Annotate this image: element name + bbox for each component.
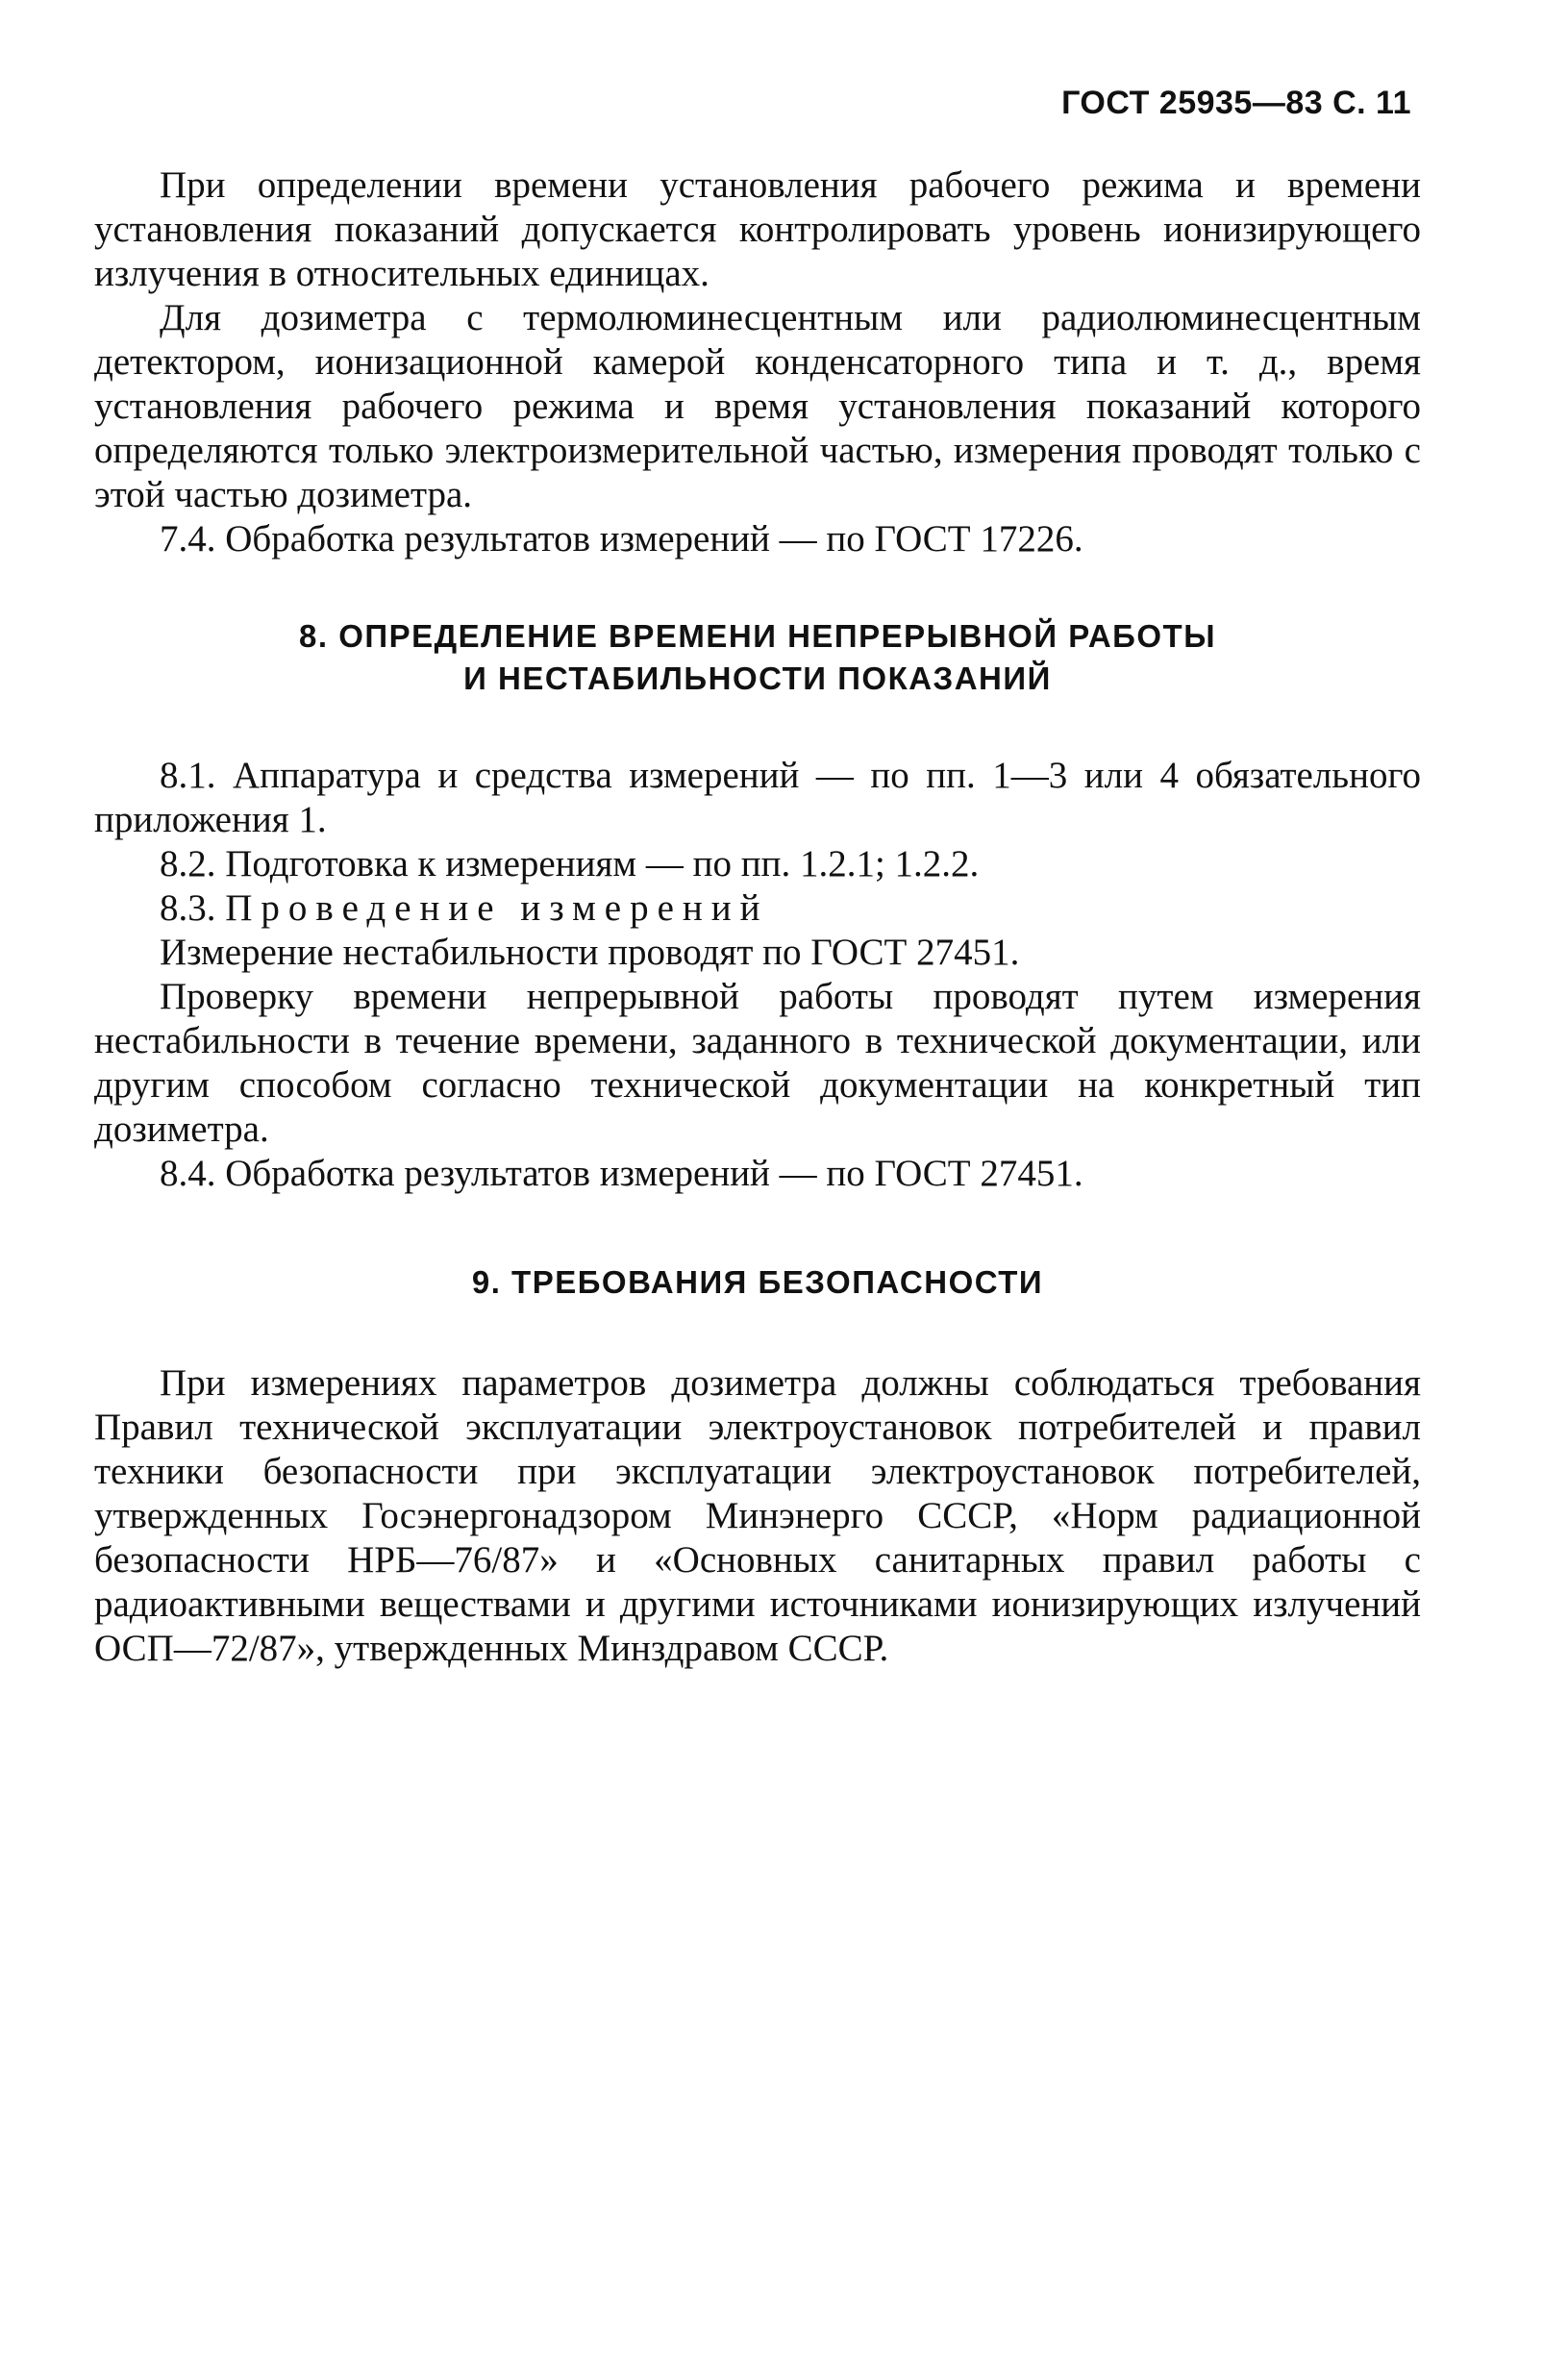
- paragraph-8-3-instability: Измерение нестабильности проводят по ГОСТ 27451.: [160, 932, 1020, 973]
- page-body: [94, 163, 1421, 1671]
- paragraph-9-safety: При измерениях параметров дозиметра должны соблюдаться требования Правил технической эксплуатации электроустановок потребителей и правил техники безопасности при эксплуатации электроустановок потребителей, утвержденных Госэнергонадзором Минэнерго СССР, «Норм радиационной безопасности НРБ—76/87» и «Основных санитарных правил работы с радиоактивными веществами и другими источниками ионизирующих излучений ОСП—72/87», утвержденных Минздравом СССР.: [94, 1362, 1421, 1669]
- paragraph-8-1: 8.1. Аппаратура и средства измерений — по пп. 1—3 или 4 обязательного приложения 1.: [94, 755, 1421, 840]
- paragraph-7-3-detector: Для дозиметра с термолюминесцентным или радиолюминесцентным детектором, ионизационной камерой конденсаторного типа и т. д., время установления рабочего режима и время установления показаний которого определяются только электроизмерительной частью, измерения проводят только с этой частью дозиметра.: [94, 297, 1421, 515]
- paragraph-7-4: 7.4. Обработка результатов измерений — по ГОСТ 17226.: [160, 518, 1083, 560]
- paragraph-7-3-note: При определении времени установления рабочего режима и времени установления показаний допускается контролировать уровень ионизирующего излучения в относительных единицах.: [94, 164, 1421, 294]
- paragraph-8-4: 8.4. Обработка результатов измерений — по ГОСТ 27451.: [160, 1153, 1083, 1194]
- paragraph-8-3-number: 8.3.: [160, 887, 216, 929]
- section-8-heading-line2: И НЕСТАБИЛЬНОСТИ ПОКАЗАНИЙ: [463, 660, 1052, 696]
- paragraph-8-3-title: Проведение измерений: [225, 887, 769, 929]
- running-header: ГОСТ 25935—83 С. 11: [1061, 85, 1411, 121]
- paragraph-8-2: 8.2. Подготовка к измерениям — по пп. 1.2.1; 1.2.2.: [160, 843, 980, 885]
- section-9-heading: 9. ТРЕБОВАНИЯ БЕЗОПАСНОСТИ: [471, 1264, 1044, 1300]
- paragraph-8-3: [94, 886, 1421, 931]
- paragraph-8-3-continuous-work: Проверку времени непрерывной работы проводят путем измерения нестабильности в течение времени, заданного в технической документации, или другим способом согласно технической документации на конкретный тип дозиметра.: [94, 976, 1421, 1150]
- section-8-heading: [94, 615, 1421, 700]
- section-8-heading-line1: 8. ОПРЕДЕЛЕНИЕ ВРЕМЕНИ НЕПРЕРЫВНОЙ РАБОТЫ: [299, 618, 1216, 654]
